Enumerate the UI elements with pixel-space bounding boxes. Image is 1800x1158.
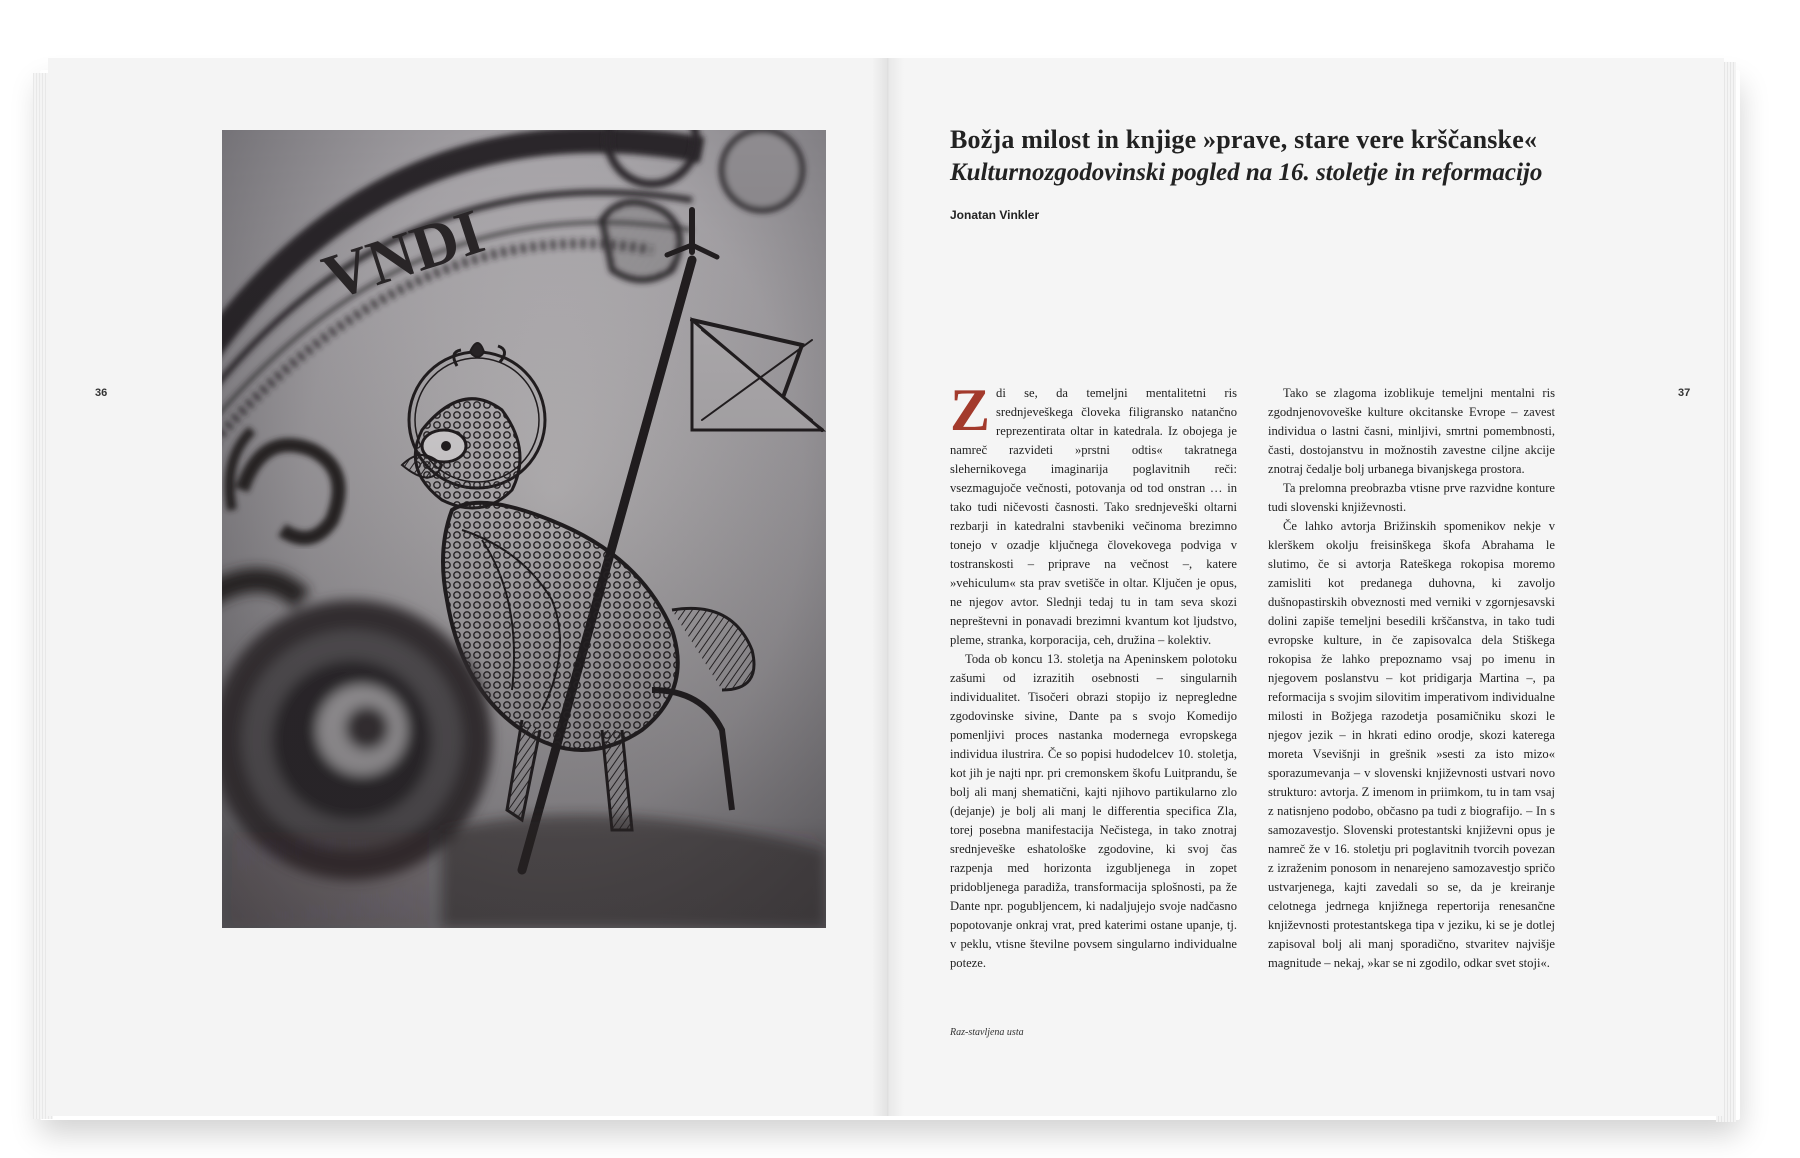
paragraph: Če lahko avtorja Brižinskih spomenikov nekje v klerškem okolju freisinškega škofa Abrahama le slutimo, če si avtorja Rateškega rokopisa moremo zamisliti kot predanega duhovna, ki zavoljo dušnopastirskih obveznosti med verniki v zgornjesavski dolini zapiše temeljni besedili krščanstva, in tako tudi evropske kulture, in če zapisovalca dela Stiškega rokopisa že lahko prepoznamo vsaj po imenu in njegovem poslanstvu – kot pridigarja Martina –, pa reformacija s svojim silovitim imperativom individualne milosti in Božjega razodetja posamičniku skozi le njegov jezik – in hkrati edino orodje, skozi katerega moreta Vsevišnji in grešnik »sesti za isto mizo« sporazumevanja – v slovenski književnosti ustvari novo strukturo: avtorja. Z imenom in priimkom, tu in tam vsaj z natisnjeno podobo, občasno pa tudi z biografijo. – In s samozavestjo. Slovenski protestantski književni opus je namreč že v 16. stoletju pri poglavitnih tvorcih povezan z izraženim ponosom in nenarejeno samozavestjo spričo ustvarjenega, kajti zavedali so se, da je kreiranje celotnega jedrnega knjižnega repertorija renesančne književnosti protestantskega tipa v jeziku, ki se je dotlej zapisoval bolj ali manj sporadično, stvaritev najvišje magnitude – nekaj, »kar se ni zgodilo, odkar svet stoji«. — [1268, 519, 1555, 970]
article-title: Božja milost in knjige »prave, stare vere krščanske« — [950, 125, 1538, 154]
paragraph-text: di se, da temeljni mentalitetni ris srednjeveškega človeka filigransko natančno reprezentirata oltar in katedrala. Iz obojega je namreč razvideti »prstni odtis« takratnega slehernikovega imaginarija poglavitnih reči: vsezmagujoče večnosti, potovanja od tod onstran … in tako tudi ničevosti časnosti. Tako srednjeveški oltarni rezbarji in katedralni stavbeniki večinoma brezimno tonejo v ozadje ključnega človekovega podviga v tostranskosti – priprave na večnost –, katere »vehiculum« sta prav svetišče in oltar. Ključen je opus, ne njegov avtor. Slednji tedaj tu in tam seva skozi nepreštevni in ponavadi brezimni kvantum kot ljudstvo, pleme, stranka, korporacija, ceh, družina – kolektiv. — [950, 386, 1237, 647]
paragraph: Ta prelomna preobrazba vtisne prve razvidne konture tudi slovenski književnosti. — [1268, 481, 1555, 514]
article-subtitle: Kulturnozgodovinski pogled na 16. stoletje in reformacijo — [950, 159, 1543, 186]
woodcut-photo — [222, 130, 826, 928]
paragraph: Tako se zlagoma izoblikuje temeljni mentalni ris zgodnjenovoveške kulture okcitanske Evrope – zavest individua o lastni časni, minljivi, smrtni pomembnosti, časti, dostojanstvu in možnostih zavestne ciljne akcije znotraj čedalje bolj urbanega bivanjskega prostora. — [1268, 386, 1555, 476]
page-number-right: 37 — [1678, 387, 1691, 399]
running-footer: Raz-stavljena usta — [950, 1027, 1024, 1038]
drop-cap: Z — [950, 377, 991, 443]
text-column-2 — [1268, 384, 1555, 973]
paragraph: Toda ob koncu 13. stoletja na Apeninskem polotoku zašumi od izrazitih osebnosti – singularnih individualitet. Tisočeri obrazi stopijo iz nepregledne zgodovinske sivine, Dante pa s svojo Komedijo pomenljivi proces nastanka modernega evropskega individua ilustrira. Če so popisi hudodelcev 10. stoletja, kot jih je najti npr. pri cremonskem škofu Luitprandu, še bolj ali manj shematični, kajti njihovo partikularno zlo (dejanje) je bolj ali manj le differentia specifica Zla, torej posebna manifestacija Nečistega, in tako znotraj srednjeveške eshatološke zgodovine, ki svoj čas razpenja med horizonta izgubljenega in zopet pridobljenega paradiža, transformacija splošnosti, pa že Dante npr. pogubljencem, ki nadaljujejo svoje nadčasno popotovanje onkraj vrat, pred katerimi ostane upanje, tj. v peklu, vtisne številne povsem singularno individualne poteze. — [950, 652, 1237, 970]
book-gutter — [872, 58, 904, 1116]
article-author: Jonatan Vinkler — [950, 208, 1040, 222]
paragraph — [950, 377, 1237, 650]
article-heading — [950, 124, 1590, 222]
text-column-1 — [950, 377, 1237, 973]
page-number-left: 36 — [95, 387, 108, 399]
